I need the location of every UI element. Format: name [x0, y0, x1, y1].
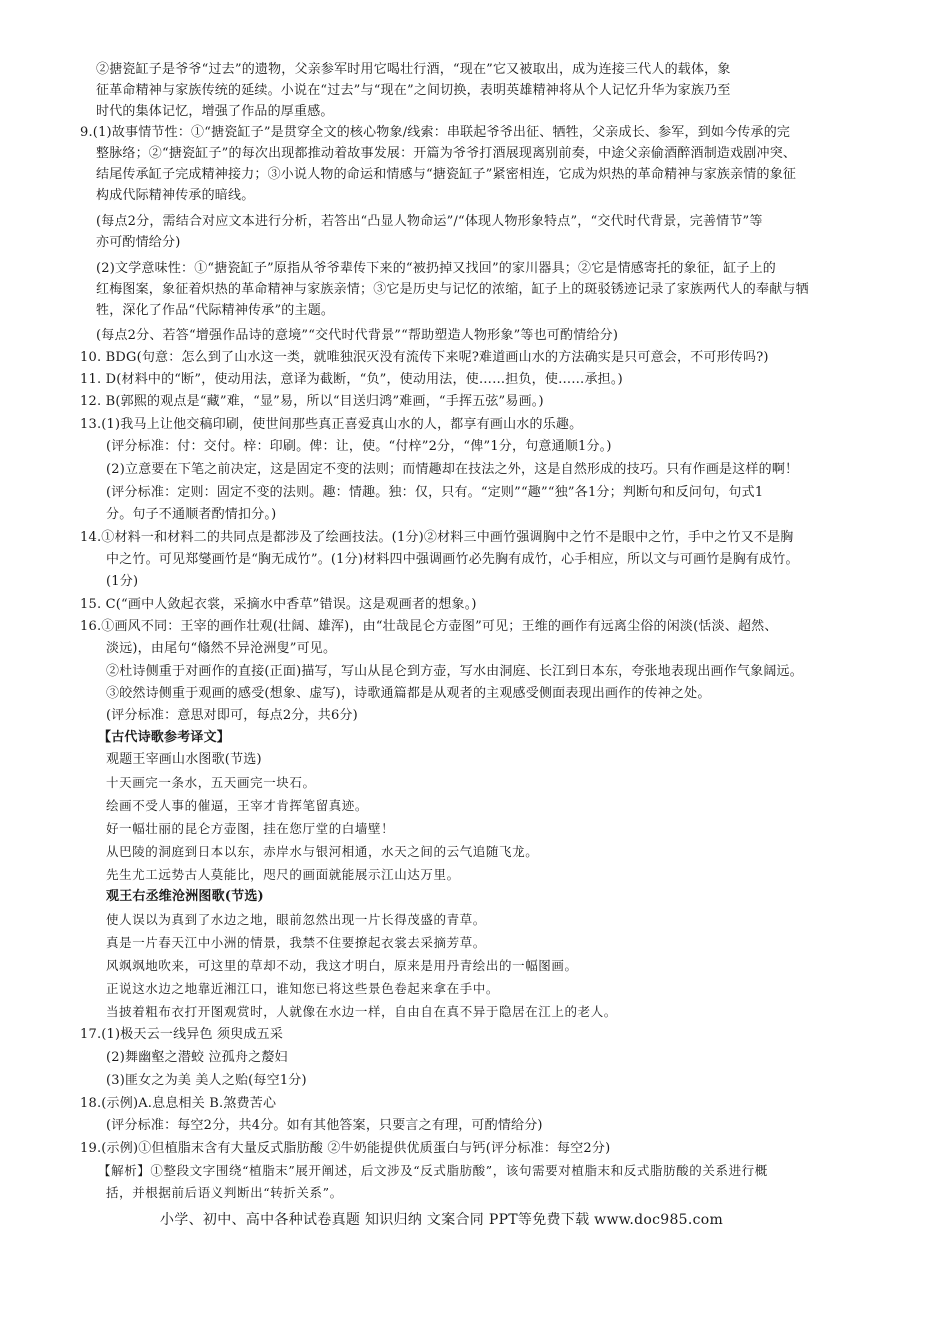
text-line: 18.(示例)A.息息相关 B.煞费苦心 [80, 1096, 277, 1111]
text-line: (每点2分、若答“增强作品诗的意境”“交代时代背景”“帮助塑造人物形象”等也可酌情给分) [96, 328, 619, 343]
text-line: ②搪瓷缸子是爷爷“过去”的遗物，父亲参军时用它喝壮行酒，“现在”它又被取出，成为连接三代人的载体，象 [96, 62, 731, 77]
text-line: 正说这水边之地靠近湘江口，谁知您已将这些景色卷起来拿在手中。 [106, 981, 500, 996]
text-line: (2)立意要在下笔之前决定，这是固定不变的法则；而情趣却在技法之外，这是自然形成的技巧。只有作画是这样的啊！ [106, 462, 799, 477]
text-line: 真是一片春天江中小洲的情景，我禁不住要撩起衣裳去采摘芳草。 [106, 935, 486, 950]
text-line: (评分标准：意思对即可，每点2分，共6分) [106, 708, 358, 723]
text-line: ②杜诗侧重于对画作的直接(正面)描写，写山从昆仑到方壶，写水由洞庭、长江到日本东，夸张地表现出画作气象阔远。 [106, 664, 803, 679]
text-line: ③皎然诗侧重于观画的感受(想象、虚写)，诗歌通篇都是从观者的主观感受侧面表现出画作的传神之处。 [106, 686, 711, 701]
text-line: 征革命精神与家族传统的延续。小说在“过去”与“现在”之间切换，表明英雄精神将从个人记忆升华为家族乃至 [96, 83, 731, 98]
text-line: 十天画完一条水，五天画完一块石。 [106, 775, 316, 790]
text-line: 19.(示例)①但植脂末含有大量反式脂肪酸 ②牛奶能提供优质蛋白与钙(评分标准：每空2分) [80, 1141, 611, 1156]
text-line: 先生尤工远势古人莫能比，咫尺的画面就能展示江山达万里。 [106, 867, 460, 882]
text-line: 中之竹。可见郑燮画竹是“胸无成竹”。(1分)材料四中强调画竹必先胸有成竹，心手相应，所以文与可画竹是胸有成竹。 [106, 552, 799, 567]
poem-title: 观题王宰画山水图歌(节选) [106, 752, 262, 767]
text-line: 9.(1)故事情节性：①“搪瓷缸子”是贯穿全文的核心物象/线索：串联起爷爷出征、牺牲，父亲成长、参军，到如今传承的完 [80, 125, 791, 140]
section-heading: 【古代诗歌参考译文】 [98, 730, 231, 745]
text-line: 13.(1)我马上让他交稿印刷，使世间那些真正喜爱真山水的人，都享有画山水的乐趣。 [80, 417, 583, 432]
text-line: 从巴陵的洞庭到日本以东，赤岸水与银河相通，水天之间的云气追随飞龙。 [106, 844, 539, 859]
text-line: 绘画不受人事的催逼，王宰才肯挥笔留真迹。 [106, 798, 369, 813]
text-line: 括，并根据前后语义判断出“转折关系”。 [106, 1185, 343, 1200]
text-line: 【解析】①整段文字围绕“植脂末”展开阐述，后文涉及“反式脂肪酸”，该句需要对植脂末和反式脂肪酸的关系进行概 [98, 1163, 768, 1178]
text-line: 时代的集体记忆，增强了作品的厚重感。 [96, 104, 334, 119]
text-line: 16.①画风不同：王宰的画作壮观(壮阔、雄浑)，由“壮哉昆仑方壶图”可见；王维的画作有远离尘俗的闲淡(恬淡、超然、 [80, 619, 778, 634]
text-line: 红梅图案，象征着炽热的革命精神与家族亲情；③它是历史与记忆的浓缩，缸子上的斑驳锈迹记录了家族两代人的奉献与牺 [96, 282, 809, 297]
text-line: 12. B(郭熙的观点是“藏”难，“显”易，所以“目送归鸿”难画，“手挥五弦”易画。) [80, 394, 544, 409]
text-line: (评分标准：每空2分，共4分。如有其他答案，只要言之有理，可酌情给分) [106, 1118, 543, 1133]
text-line: 好一幅壮丽的昆仑方壶图，挂在您厅堂的白墙壁！ [106, 821, 395, 836]
text-line: 11. D(材料中的“断”，使动用法，意译为截断，“负”，使动用法，使……担负，使……承担。) [80, 372, 623, 387]
text-line: 15. C(“画中人敛起衣裳，采摘水中香草”错误。这是观画者的想象。) [80, 597, 477, 612]
footer-banner: 小学、初中、高中各种试卷真题 知识归纳 文案合同 PPT等免费下载 www.doc985.com [160, 1212, 724, 1228]
text-line: (3)匪女之为美 美人之贻(每空1分) [106, 1073, 307, 1088]
text-line: 牲，深化了作品“代际精神传承”的主题。 [96, 303, 335, 318]
text-line: 亦可酌情给分) [96, 235, 181, 250]
text-line: (1分) [106, 574, 139, 589]
text-line: 使人误以为真到了水边之地，眼前忽然出现一片长得茂盛的青草。 [106, 912, 486, 927]
text-line: 结尾传承缸子完成精神接力；③小说人物的命运和情感与“搪瓷缸子”紧密相连，它成为炽热的革命精神与家族亲情的象征 [96, 167, 797, 182]
text-line: 构成代际精神传承的暗线。 [96, 188, 255, 203]
text-line: (评分标准：付：交付。梓：印刷。俾：让，使。“付梓”2分，“俾”1分，句意通顺1分。) [106, 439, 612, 454]
text-line: (2)文学意味性：①“搪瓷缸子”原指从爷爷辈传下来的“被扔掉又找回”的家川器具；②它是情感寄托的象征，缸子上的 [96, 261, 776, 276]
text-line: 风飒飒地吹来，可这里的草却不动，我这才明白，原来是用丹青绘出的一幅图画。 [106, 958, 578, 973]
text-line: 当披着粗布衣打开图观赏时，人就像在水边一样，自由自在真不异于隐居在江上的老人。 [106, 1004, 617, 1019]
poem-title: 观王右丞维沧洲图歌(节选) [106, 889, 264, 904]
text-line: 淡远)，由尾句“翛然不异沧洲叟”可见。 [106, 641, 337, 656]
text-line: (2)舞幽壑之潜蛟 泣孤舟之嫠妇 [106, 1050, 288, 1065]
text-line: (每点2分，需结合对应文本进行分析，若答出“凸显人物命运”/“体现人物形象特点”，“交代时代背景，完善情节”等 [96, 214, 763, 229]
text-line: 10. BDG(句意：怎么到了山水这一类，就唯独泯灭没有流传下来呢?难道画山水的方法确实是只可意会，不可形传吗?) [80, 350, 769, 365]
text-line: 14.①材料一和材料二的共同点是都涉及了绘画技法。(1分)②材料三中画竹强调胸中之竹不是眼中之竹，手中之竹又不是胸 [80, 530, 794, 545]
text-line: 分。句子不通顺者酌情扣分。) [106, 507, 277, 522]
text-line: (评分标准：定则：固定不变的法则。趣：情趣。独：仅，只有。“定则”“趣”“独”各1分；判断句和反问句，句式1 [106, 485, 764, 500]
text-line: 整脉络；②“搪瓷缸子”的每次出现都推动着故事发展：开篇为爷爷打酒展现离别前奏，中途父亲偷酒醉酒制造戏剧冲突、 [96, 146, 797, 161]
text-line: 17.(1)极天云一线异色 须臾成五采 [80, 1027, 284, 1042]
